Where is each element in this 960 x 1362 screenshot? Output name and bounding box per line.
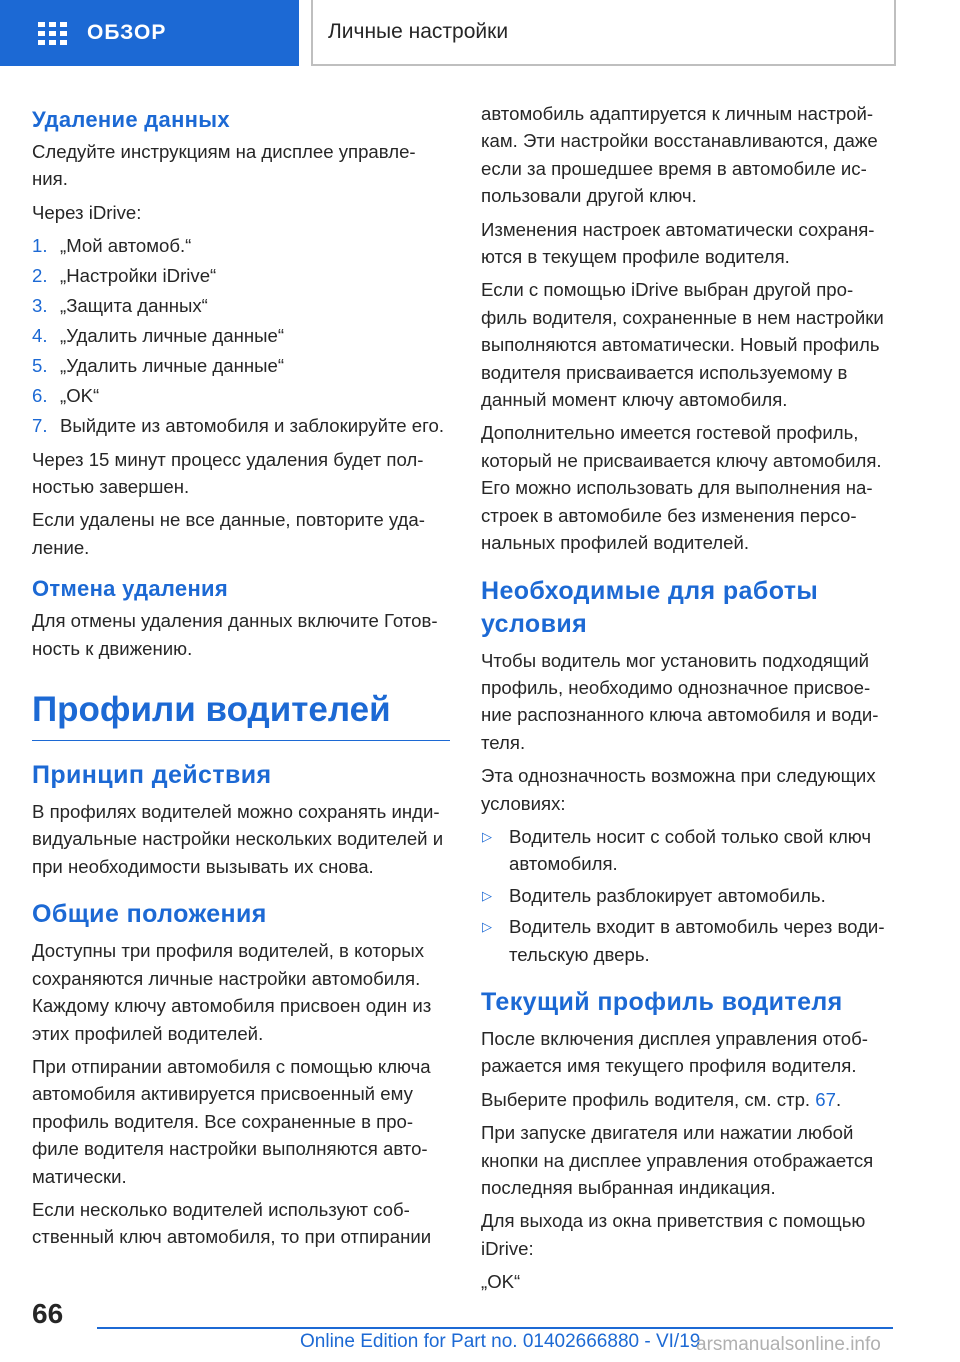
- right-paragraph-1: автомобиль адаптируется к личным настрой-кам. Эти настройки восстанавливаются, даже если за прошедшее время в автомобиле ис-пользовали другой ключ.: [481, 103, 878, 207]
- step-item: [32, 232, 450, 259]
- step-item: [32, 352, 450, 379]
- current-paragraph-1: После включения дисплея управления отоб-ражается имя текущего профиля водителя.: [481, 1027, 868, 1077]
- right-paragraph-2: Изменения настроек автоматически сохраня-ются в текущем профиле водителя.: [481, 218, 875, 268]
- step-text: „Защита данных“: [60, 295, 208, 317]
- page-reference-link[interactable]: 67: [815, 1088, 836, 1110]
- step-text: „Удалить личные данные“: [60, 325, 285, 347]
- current-paragraph-2-text: Выберите профиль водителя, см. стр.: [481, 1088, 816, 1110]
- principle-heading: Принцип действия: [32, 761, 272, 790]
- general-heading: Общие положения: [32, 900, 267, 929]
- step-item: [32, 262, 450, 289]
- edition-footer: Online Edition for Part no. 01402666880 - VI/19: [300, 1331, 701, 1352]
- right-column: [481, 100, 899, 1302]
- list-item: [481, 913, 899, 968]
- conditions-list: [481, 823, 899, 968]
- watermark-text: arsmanualsonline.info: [696, 1334, 881, 1355]
- step-item: [32, 412, 450, 439]
- step-text: „Удалить личные данные“: [60, 355, 285, 377]
- current-paragraph-4: Для выхода из окна приветствия с помощью iDrive:: [481, 1210, 866, 1259]
- overview-label: ОБЗОР: [87, 21, 167, 44]
- list-item-text: Водитель разблокирует автомобиль.: [509, 884, 826, 906]
- current-paragraph-5: „OK“: [481, 1271, 521, 1293]
- triangle-bullet-icon: ▷: [482, 919, 492, 935]
- footer-divider: [97, 1327, 893, 1329]
- current-paragraph-3: При запуске двигателя или нажатии любой кнопки на дисплее управления отображается последняя выбранная индикация.: [481, 1122, 874, 1198]
- right-paragraph-3: Если с помощью iDrive выбран другой про-филь водителя, сохраненные в нем настройки выполняются автоматически. Новый профиль водителя присваивается используемому в данный момент ключу автомобиля.: [481, 279, 884, 411]
- triangle-bullet-icon: ▷: [482, 828, 492, 844]
- current-paragraph-2-end: .: [835, 1088, 842, 1110]
- step-text: „OK“: [60, 385, 100, 407]
- cancel-deletion-heading: Отмена удаления: [32, 576, 228, 602]
- step-number: 2.: [32, 265, 48, 287]
- conditions-paragraph-1: Чтобы водитель мог установить подходящий профиль, необходимо однозначное присвое-ние распознанного ключа автомобиля и води-теля.: [481, 649, 879, 753]
- delete-steps-list: [32, 232, 450, 439]
- right-paragraph-4: Дополнительно имеется гостевой профиль, который не присваивается ключу автомобиля. Его можно использовать для выполнения на-строек в автомобиле без изменения персо-нальных профилей водителей.: [481, 422, 882, 554]
- step-number: 5.: [32, 355, 48, 377]
- section-title: Личные настройки: [328, 20, 509, 43]
- cancel-paragraph-1: Для отмены удаления данных включите Готов-ность к движению.: [32, 610, 438, 659]
- step-item: [32, 382, 450, 409]
- current-paragraph-2: [481, 1086, 899, 1113]
- list-item-text: Водитель носит с собой только свой ключ автомобиля.: [509, 825, 872, 875]
- delete-paragraph-4: Если удалены не все данные, повторите уда-ление.: [32, 509, 425, 558]
- general-paragraph-2: При отпирании автомобиля с помощью ключа автомобиля активируется присвоенный ему профиль водителя. Все сохраненные в про-филе водителя настройки выполняются авто-матически.: [32, 1055, 431, 1187]
- overview-tab[interactable]: [0, 0, 299, 66]
- page-number: 66: [32, 1298, 64, 1329]
- step-number: 4.: [32, 325, 48, 347]
- left-column: [32, 100, 450, 1257]
- delete-paragraph-2: Через iDrive:: [32, 201, 142, 223]
- step-number: 7.: [32, 415, 48, 437]
- general-paragraph-1: Доступны три профиля водителей, в которых сохраняются личные настройки автомобиля. Каждому ключу автомобиля присвоен один из этих профилей водителей.: [32, 940, 432, 1044]
- step-item: [32, 292, 450, 319]
- list-item-text: Водитель входит в автомобиль через води-тельскую дверь.: [509, 916, 885, 965]
- conditions-paragraph-2: Эта однозначность возможна при следующих условиях:: [481, 765, 876, 814]
- grid-menu-icon: [38, 22, 67, 45]
- section-title-tab[interactable]: [311, 0, 896, 66]
- step-number: 3.: [32, 295, 48, 317]
- principle-paragraph-1: В профилях водителей можно сохранять инди-видуальные настройки нескольких водителей и при необходимости вызывать их снова.: [32, 801, 444, 877]
- triangle-bullet-icon: ▷: [482, 887, 492, 903]
- current-profile-heading: Текущий профиль водителя: [481, 987, 843, 1016]
- delete-data-heading: Удаление данных: [32, 107, 230, 132]
- delete-paragraph-1: Следуйте инструкциям на дисплее управле-ния.: [32, 141, 416, 190]
- step-number: 1.: [32, 235, 48, 257]
- step-text: „Мой автомоб.“: [60, 235, 192, 257]
- driver-profiles-heading: Профили водителей: [32, 688, 450, 741]
- list-item: [481, 823, 899, 878]
- step-number: 6.: [32, 385, 48, 407]
- top-navigation-bar: [0, 0, 960, 66]
- delete-paragraph-3: Через 15 минут процесс удаления будет пол-ностью завершен.: [32, 448, 424, 498]
- conditions-heading: Необходимые для работы условия: [481, 576, 819, 638]
- step-item: [32, 322, 450, 349]
- step-text: Выйдите из автомобиля и заблокируйте его.: [60, 415, 444, 437]
- step-text: „Настройки iDrive“: [60, 265, 217, 287]
- list-item: [481, 882, 899, 909]
- general-paragraph-3: Если несколько водителей используют соб-ственный ключ автомобиля, то при отпирании: [32, 1198, 432, 1248]
